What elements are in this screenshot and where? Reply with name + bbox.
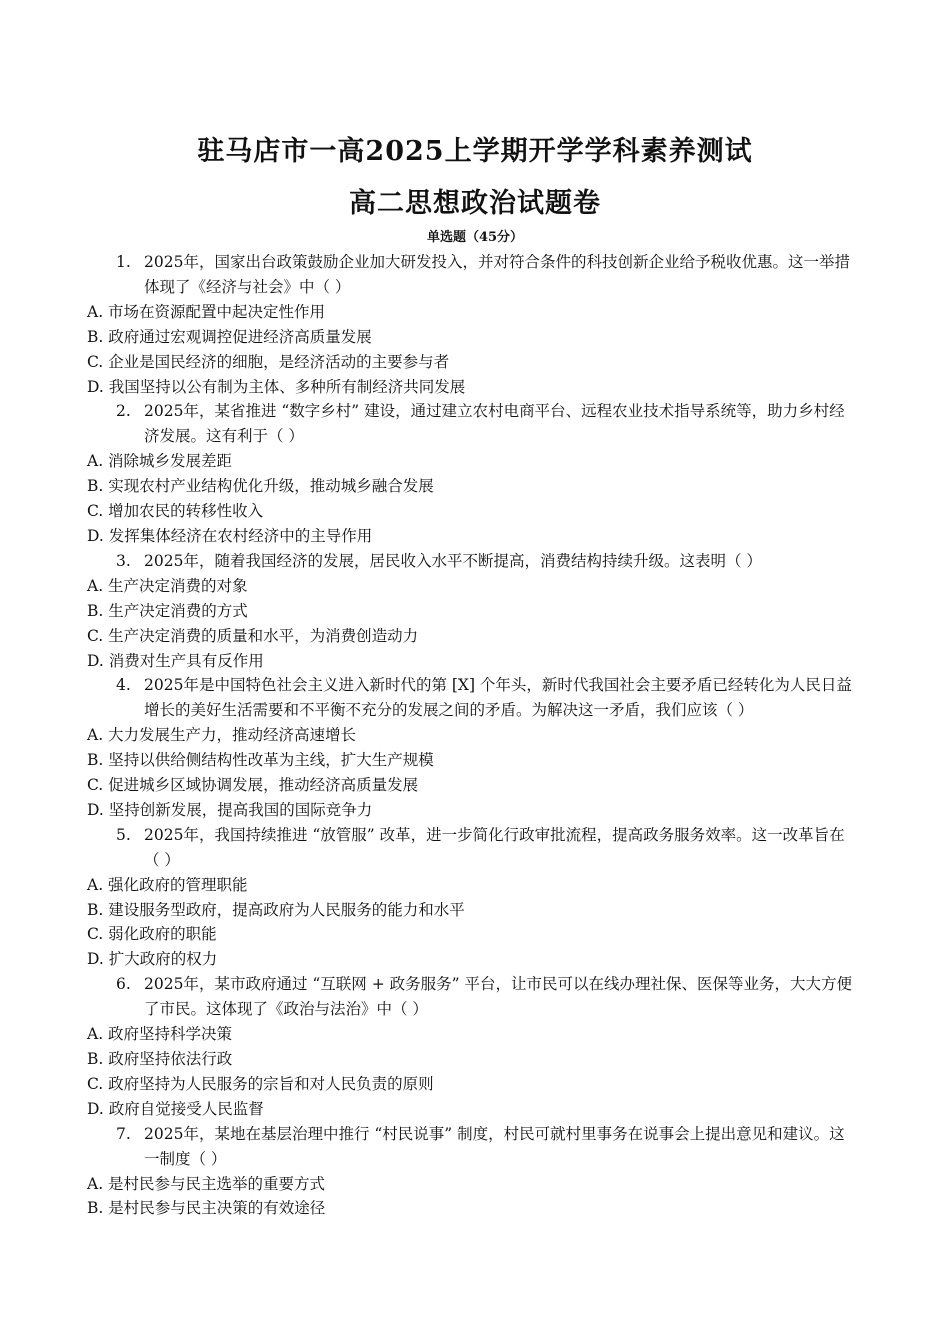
- answer-option: C. 生产决定消费的质量和水平，为消费创造动力: [87, 626, 419, 645]
- answer-option: A. 市场在资源配置中起决定性作用: [87, 302, 326, 321]
- exam-title: 驻马店市一高2025上学期开学学科素养测试: [197, 136, 753, 167]
- answer-option: C. 政府坚持为人民服务的宗旨和对人民负责的原则: [87, 1074, 434, 1093]
- answer-option: D. 发挥集体经济在农村经济中的主导作用: [87, 526, 373, 545]
- answer-option: B. 坚持以供给侧结构性改革为主线，扩大生产规模: [87, 751, 434, 770]
- question-number: 1.: [116, 253, 131, 271]
- answer-option: D. 我国坚持以公有制为主体、多种所有制经济共同发展: [87, 377, 466, 396]
- answer-option: C. 弱化政府的职能: [87, 925, 217, 944]
- answer-option: D. 消费对生产具有反作用: [87, 651, 264, 670]
- question-text: 2025年，我国持续推进 “放管服” 改革，进一步简化行政审批流程，提高政务服务效率。这一改革旨在（ ）: [144, 825, 845, 869]
- question-stem: [87, 250, 857, 300]
- question-stem: [87, 1122, 857, 1172]
- answer-option: B. 政府通过宏观调控促进经济高质量发展: [87, 327, 372, 346]
- answer-option: A. 强化政府的管理职能: [87, 875, 248, 894]
- question-text: 2025年，国家出台政策鼓励企业加大研发投入，并对符合条件的科技创新企业给予税收优惠。这一举措体现了《经济与社会》中（ ）: [144, 253, 850, 296]
- question-stem: [87, 823, 857, 873]
- question-text: 2025年，某市政府通过 “互联网 + 政务服务” 平台，让市民可以在线办理社保、医保等业务，大大方便了市民。这体现了《政治与法治》中（ ）: [144, 975, 852, 1019]
- question-text: 2025年是中国特色社会主义进入新时代的第 [X] 个年头，新时代我国社会主要矛盾已经转化为人民日益增长的美好生活需要和不平衡不充分的发展之间的矛盾。为解决这一矛盾，我们应该（ ）: [144, 676, 852, 720]
- question-number: 3.: [116, 551, 131, 570]
- question-text: 2025年，随着我国经济的发展，居民收入水平不断提高，消费结构持续升级。这表明（ ）: [144, 551, 762, 570]
- answer-option: A. 生产决定消费的对象: [87, 576, 248, 595]
- answer-option: A. 大力发展生产力，推动经济高速增长: [87, 726, 357, 745]
- answer-option: C. 增加农民的转移性收入: [87, 502, 264, 521]
- answer-option: D. 政府自觉接受人民监督: [87, 1099, 264, 1118]
- question-stem: [87, 972, 857, 1022]
- answer-option: D. 坚持创新发展，提高我国的国际竞争力: [87, 800, 373, 819]
- exam-subtitle: 高二思想政治试题卷: [349, 188, 601, 219]
- question-number: 7.: [116, 1124, 131, 1143]
- question-text: 2025年，某地在基层治理中推行 “村民说事” 制度，村民可就村里事务在说事会上提出意见和建议。这一制度（ ）: [144, 1124, 845, 1168]
- answer-option: D. 扩大政府的权力: [87, 950, 218, 969]
- question-number: 6.: [116, 975, 131, 994]
- answer-option: B. 建设服务型政府，提高政府为人民服务的能力和水平: [87, 900, 465, 919]
- answer-option: C. 促进城乡区域协调发展，推动经济高质量发展: [87, 776, 419, 795]
- answer-option: B. 政府坚持依法行政: [87, 1050, 233, 1068]
- answer-option: B. 是村民参与民主决策的有效途径: [87, 1199, 326, 1218]
- question-list: [87, 250, 857, 1221]
- question-number: 4.: [116, 676, 131, 695]
- question-stem: [87, 673, 857, 723]
- answer-option: A. 政府坚持科学决策: [87, 1025, 233, 1044]
- answer-option: A. 是村民参与民主选举的重要方式: [87, 1174, 326, 1193]
- answer-option: B. 实现农村产业结构优化升级，推动城乡融合发展: [87, 477, 434, 496]
- answer-option: C. 企业是国民经济的细胞，是经济活动的主要参与者: [87, 352, 450, 371]
- question-number: 2.: [116, 402, 131, 421]
- answer-option: B. 生产决定消费的方式: [87, 601, 248, 620]
- question-stem: [87, 549, 857, 574]
- section-heading: 单选题（45分）: [426, 230, 524, 245]
- answer-option: A. 消除城乡发展差距: [87, 452, 233, 471]
- question-stem: [87, 399, 857, 449]
- question-text: 2025年，某省推进 “数字乡村” 建设，通过建立农村电商平台、远程农业技术指导系统等，助力乡村经济发展。这有利于（ ）: [144, 402, 845, 446]
- question-number: 5.: [116, 825, 131, 844]
